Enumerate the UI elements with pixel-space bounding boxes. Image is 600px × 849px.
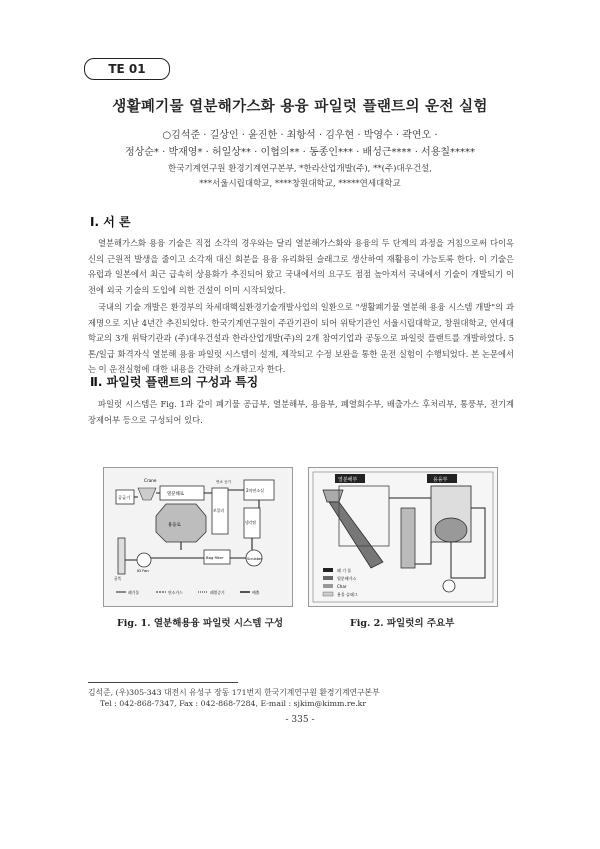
page-number: - 335 -: [285, 715, 315, 725]
id-fan-circle: [137, 553, 151, 567]
legend-label-a: 폐 기 물: [337, 568, 352, 573]
section-1-paragraph-1: 열분해가스화 용융 기술은 직접 소각의 경우와는 달리 열분해가스화와 용융의 두 단계의 과정을 거침으로써 다이옥신의 근원적 발생을 줄이고 소각재 대신 회분을 용융 유리화된 슬래그로 생산하여 재활용이 가능토록 한다. 이 기술은 유럽과 일본에서 최근 급속히 상용화가 추진되어 왔고 국내에서의 요구도 점점 높아져서 국내에서 기술이 개발되기 이전에 외국 기술의 도입에 의한 건설이 이미 시작되었다.: [88, 238, 514, 295]
affiliation-line-1: 한국기계연구원 환경기계연구본부, *한라산업개발(주), **(주)대우건설,: [168, 164, 432, 174]
bottom-fan: [443, 580, 455, 592]
legend-swatch-c: [323, 584, 333, 588]
bag-filter-label: Bag filter: [206, 555, 224, 560]
melting-chamber: [156, 504, 206, 542]
stack-shape: [118, 538, 125, 574]
section-2-heading: Ⅱ. 파일럿 플랜트의 구성과 특징: [90, 375, 259, 389]
legend-swatch-b: [323, 576, 333, 580]
feeder-label: 공급기: [118, 495, 131, 500]
pyrolysis-header-label: 열분해부: [338, 477, 358, 483]
secondary-combustion-label: 2차연소실: [246, 488, 265, 493]
melting-vessel: [435, 518, 467, 542]
legend-label-d: 용융 슬래그: [337, 592, 358, 597]
section-1-paragraph-2: 국내의 기술 개발은 환경부의 차세대핵심환경기술개발사업의 일환으로 "생활폐기물 열분해 용융 시스템 개발"의 과제명으로 지난 4년간 추진되었다. 한국기계연구원이 주관기관이 되어 위탁기관인 서울시립대학교, 창원대학교, 연세대학교의 3개 위탁기관과 (주)대우건설과 한라산업개발(주)의 2개 참여기업과 공동으로 파일럿 플랜트를 개발하였다. 5톤/일급 화격자식 열분해 용융 파일럿 시스템이 설계, 제작되고 수정 보완을 통한 운전 실험이 수행되었다. 본 논문에서는 이 운전실험에 대한 내용을 간략히 소개하고자 한다.: [88, 302, 514, 374]
melting-label: 용융로: [168, 523, 181, 528]
legend-text-4: 배출: [252, 590, 260, 595]
boiler-label: 보일러: [213, 508, 225, 513]
crane-label: Crane: [144, 478, 157, 483]
legend-label-c: Char: [337, 584, 347, 589]
authors-line-1: ○김석준 · 길상인 · 윤진한 · 최항석 · 김우현 · 박영수 · 곽연오 ·: [162, 130, 438, 141]
legend-text-3: 폐열증기: [210, 590, 225, 595]
section-1-heading: Ⅰ. 서 론: [90, 215, 131, 229]
authors-line-2: 정상순* · 박재영* · 허일상** · 이협의** · 동종인*** · 배성근**** · 서용칠*****: [124, 147, 476, 158]
scrubber-label: Scrubber: [247, 557, 263, 561]
footnote-contact: Tel : 042-868-7347, Fax : 042-868-7284, E-mail : sjkim@kimm.re.kr: [100, 699, 367, 708]
legend-swatch-a: [323, 568, 333, 572]
footnote-rule: [88, 682, 238, 683]
session-badge: TE 01: [84, 58, 170, 80]
melting-header-label: 용융부: [433, 477, 448, 483]
figure-1-system-diagram: [103, 467, 293, 607]
figure-2-pilot-diagram: [308, 467, 498, 607]
legend-label-b: 열분해가스: [337, 576, 357, 581]
section-2-paragraph-1: 파일럿 시스템은 Fig. 1과 같이 폐기물 공급부, 열분해부, 용융부, 폐열회수부, 배출가스 후처리부, 통풍부, 전기계장제어부 등으로 구성되어 있다.: [88, 399, 514, 425]
footnote-address: 김석준, (우)305-343 대전시 유성구 장동 171번지 한국기계연구원 환경기계연구본부: [88, 688, 380, 697]
cooling-label: 냉각탑: [245, 520, 257, 525]
figure-1-svg: [104, 468, 292, 606]
legend-text-2: 연소가스: [168, 590, 183, 595]
legend-text-1: 폐기물: [128, 590, 140, 595]
legend-swatch-d: [323, 592, 333, 596]
pyrolysis-label: 열분해로: [167, 492, 184, 497]
air-label: 연소 공기: [216, 480, 232, 484]
stack-label: 굴뚝: [114, 576, 122, 581]
figure-1-caption: Fig. 1. 열분해용융 파일럿 시스템 구성: [117, 618, 284, 629]
figure-2-svg: [309, 468, 497, 606]
paper-title: 생활폐기물 열분해가스화 용융 파일럿 플랜트의 운전 실험: [112, 99, 488, 115]
figure-2-caption: Fig. 2. 파일럿의 주요부: [350, 618, 455, 629]
affiliation-line-2: ***서울시립대학교, ****창원대학교, *****연세대학교: [199, 179, 401, 189]
melting-shaft: [401, 508, 415, 568]
id-fan-label: ID Fan: [137, 568, 149, 573]
